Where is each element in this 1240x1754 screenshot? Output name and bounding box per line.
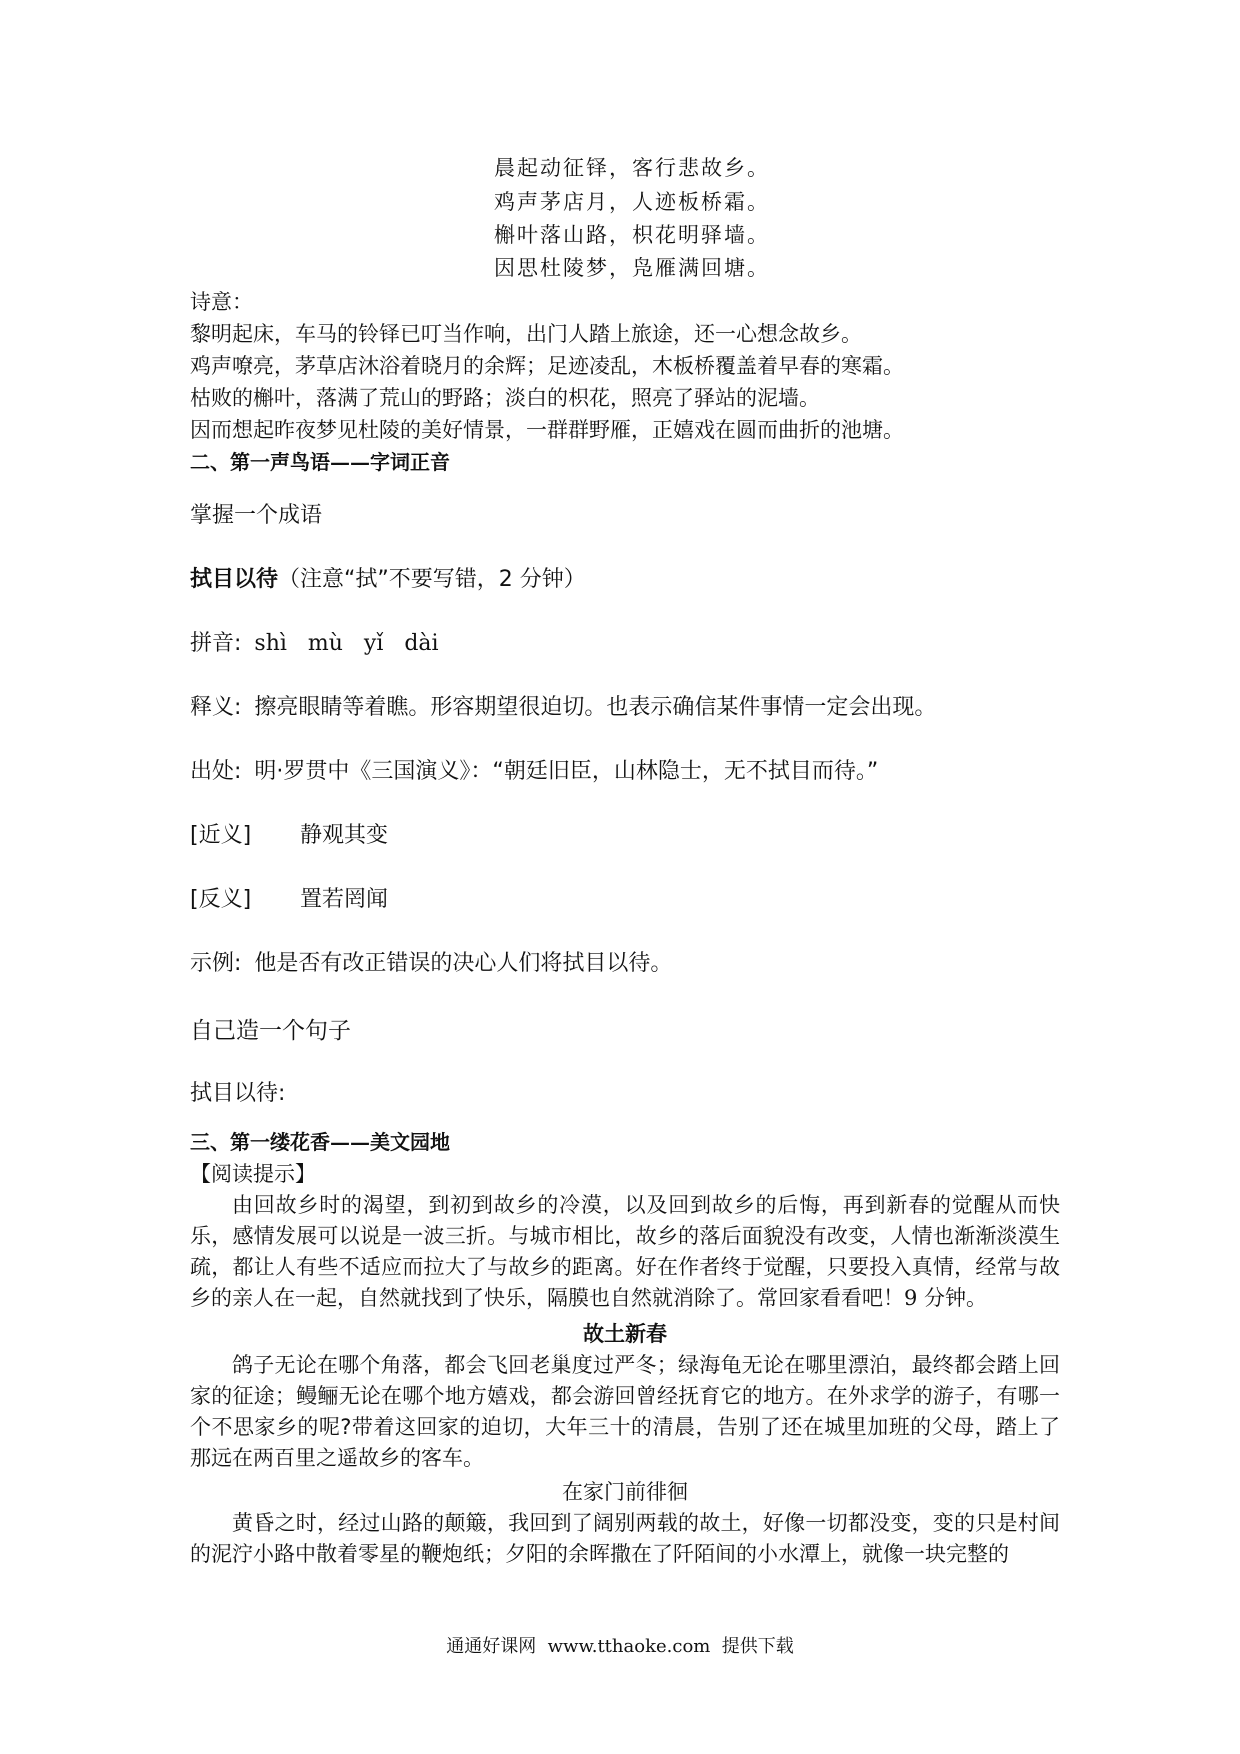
synonym-row: [190, 818, 389, 849]
meaning-line: 黎明起床，车马的铃铎已叮当作响，出门人踏上旅途，还一心想念故乡。: [190, 322, 862, 346]
idiom-row: [190, 562, 586, 593]
article-paragraph: 黄昏之时，经过山路的颠簸，我回到了阔别两载的故土，好像一切都没变，变的只是村间的泥泞小路中散着零星的鞭炮纸；夕阳的余晖撒在了阡陌间的小水潭上，就像一块完整的: [190, 1511, 1060, 1566]
example-label: 示例:: [190, 951, 242, 976]
reading-tip-paragraph: 由回故乡时的渴望，到初到故乡的冷漠，以及回到故乡的后悔，再到新春的觉醒从而快乐，感情发展可以说是一波三折。与城市相比，故乡的落后面貌没有改变，人情也渐渐淡漠生疏，都让人有些不适应而拉大了与故乡的距离。好在作者终于觉醒，只要投入真情，经常与故乡的亲人在一起，自然就找到了快乐，隔膜也自然就消除了。常回家看看吧！9 分钟。: [190, 1193, 1060, 1310]
meaning-line: 鸡声嘹亮，茅草店沐浴着晓月的余辉；足迹凌乱，木板桥覆盖着早春的寒霜。: [190, 354, 904, 378]
subheading: 掌握一个成语: [190, 503, 323, 528]
pinyin-row: [190, 626, 439, 657]
meaning-line: 因而想起昨夜梦见杜陵的美好情景，一群群野雁，正嬉戏在圆而曲折的池塘。: [190, 418, 904, 442]
article-paragraph: 鸽子无论在哪个角落，都会飞回老巢度过严冬；绿海龟无论在哪里漂泊，最终都会踏上回家的征途；鳗鲡无论在哪个地方嬉戏，都会游回曾经抚育它的地方。在外求学的游子，有哪一个不思家乡的呢?带着这回家的迫切，大年三十的清晨，告别了还在城里加班的父母，踏上了那远在两百里之遥故乡的客车。: [190, 1353, 1060, 1470]
section-heading: 二、第一声鸟语——字词正音: [190, 450, 450, 474]
section-heading: 三、第一缕花香——美文园地: [190, 1130, 450, 1154]
reading-tip-label: 【阅读提示】: [190, 1162, 316, 1186]
page-footer: 通通好课网 www.tthaoke.com 提供下载: [446, 1636, 794, 1657]
meaning-label: 诗意：: [190, 290, 253, 314]
synonym-label: [近义]: [190, 823, 252, 848]
source-text: 明·罗贯中《三国演义》：“朝廷旧臣，山林隐士，无不拭目而待。”: [254, 759, 879, 784]
poem-line: 晨起动征铎，客行悲故乡。: [494, 156, 770, 180]
poem-line: 鸡声茅店月，人迹板桥霜。: [494, 190, 770, 214]
make-sentence-prompt: 自己造一个句子: [190, 1018, 351, 1044]
antonym-text: 置若罔闻: [300, 887, 389, 912]
source-row: [190, 754, 878, 785]
idiom-title: 拭目以待: [190, 567, 279, 592]
idiom-note: （注意“拭”不要写错，2 分钟）: [278, 567, 586, 592]
article-title: 故土新春: [583, 1321, 667, 1346]
example-text: 他是否有改正错误的决心人们将拭目以待。: [254, 951, 673, 976]
antonym-row: [190, 882, 389, 913]
source-label: 出处:: [190, 759, 242, 784]
antonym-label: [反义]: [190, 887, 252, 912]
pinyin-text: shì mù yǐ dài: [254, 631, 439, 656]
synonym-text: 静观其变: [300, 823, 389, 848]
example-row: [190, 946, 672, 977]
poem-line: 槲叶落山路，枳花明驿墙。: [494, 223, 770, 247]
definition-label: 释义:: [190, 695, 242, 720]
definition-row: [190, 690, 936, 721]
meaning-line: 枯败的槲叶，落满了荒山的野路；淡白的枳花，照亮了驿站的泥墙。: [190, 386, 820, 410]
fill-in-label: 拭目以待:: [190, 1081, 286, 1106]
poem-line: 因思杜陵梦，凫雁满回塘。: [494, 256, 770, 280]
article-subtitle: 在家门前徘徊: [562, 1480, 688, 1504]
pinyin-label: 拼音:: [190, 631, 242, 656]
definition-text: 擦亮眼睛等着瞧。形容期望很迫切。也表示确信某件事情一定会出现。: [254, 695, 937, 720]
